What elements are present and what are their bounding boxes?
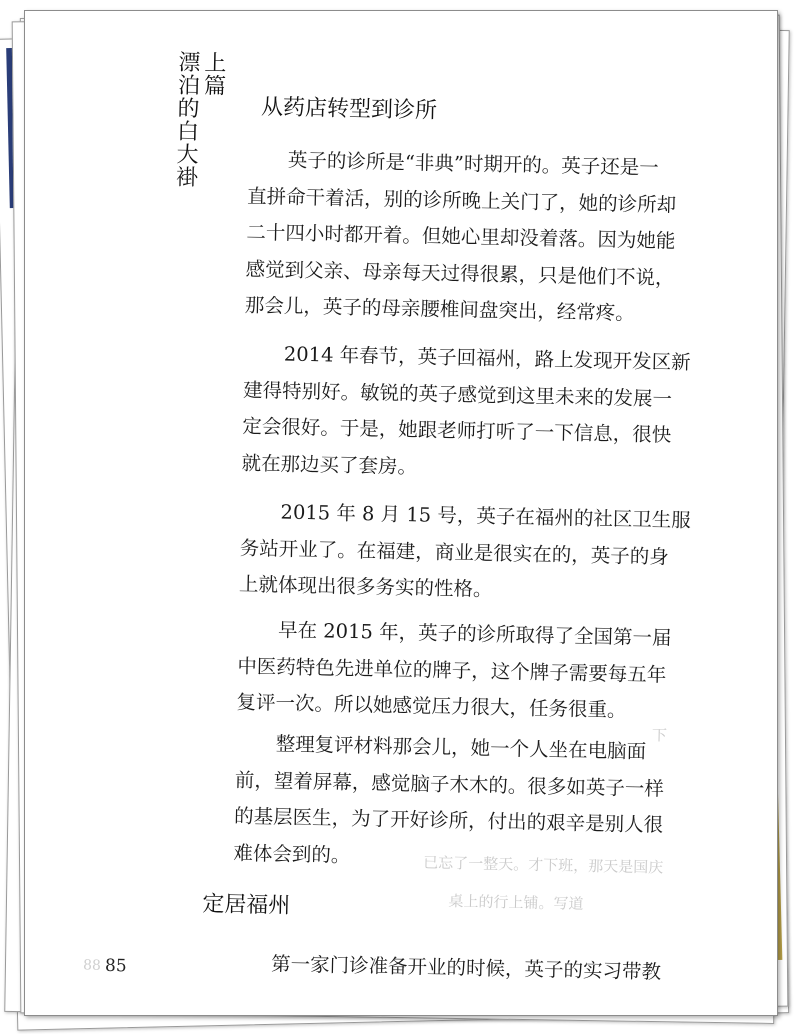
- section-heading: 从药店转型到诊所: [260, 94, 438, 124]
- paragraph-line: 感觉到父亲、母亲每天过得很累，只是他们不说，: [245, 257, 675, 290]
- paragraph-line: 二十四小时都开着。但她心里却没着落。因为她能: [246, 220, 676, 253]
- paragraph-line: 2014 年春节，英子回福州，路上发现开发区新: [283, 342, 691, 375]
- bleed-through-text: 下: [651, 726, 668, 745]
- paragraph-line: 就在那边买了套房。: [241, 451, 418, 478]
- running-head: [171, 50, 226, 189]
- running-head-title: 漂泊的白大褂: [172, 50, 201, 189]
- section-heading: 定居福州: [202, 891, 291, 919]
- page-number-ghost: 88: [82, 957, 102, 974]
- paragraph-line: 复评一次。所以她感觉压力很大，任务很重。: [236, 690, 627, 722]
- paragraph-line: 早在 2015 年，英子的诊所取得了全国第一届: [277, 618, 672, 650]
- paragraph: [231, 946, 672, 992]
- paragraph-line: 那会儿，英子的母亲腰椎间盘突出，经常疼。: [244, 293, 636, 325]
- page-content: [24, 11, 777, 1016]
- paragraph-line: 第一家门诊准备开业的时候，英子的实习带教: [270, 952, 662, 984]
- page-number: 85: [104, 955, 127, 977]
- paragraph-line: 定会很好。于是，她跟老师打听了一下信息，很快: [242, 414, 672, 447]
- paragraph-line: 整理复评材料那会儿，她一个人坐在电脑面: [275, 732, 647, 764]
- paragraph-line: 中医药特色先进单位的牌子，这个牌子需要每五年: [237, 654, 667, 687]
- book-page: [24, 10, 778, 1016]
- paragraph-line: 难体会到的。: [233, 841, 351, 867]
- paragraph: [236, 612, 678, 731]
- paragraph-line: 的基层医生，为了开好诊所，付出的艰辛是别人很: [233, 804, 664, 837]
- paragraph: [241, 336, 691, 491]
- paragraph-line: 建得特别好。敏锐的英子感觉到这里未来的发展一: [242, 378, 673, 411]
- paragraph-line: 上就体现出很多务实的性格。: [238, 572, 493, 601]
- paragraph-line: 务站开业了。在福建，商业是很实在的，英子的身: [239, 536, 669, 569]
- bleed-through-text: 已忘了一整天。才下班，那天是国庆: [423, 853, 664, 877]
- paragraph-line: 英子的诊所是“非典”时期开的。英子还是一: [287, 148, 660, 180]
- bleed-through-text: 桌上的行上铺。写道: [448, 892, 584, 913]
- paragraph-line: 2015 年 8 月 15 号，英子在福州的社区卫生服: [280, 500, 692, 533]
- paragraph: [244, 142, 688, 334]
- paragraph-line: 前，望着屏幕，感觉脑子木木的。很多如英子一样: [234, 768, 665, 801]
- running-head-part: 上篇: [200, 50, 227, 98]
- paragraph: [238, 494, 692, 613]
- paragraph-line: 直拼命干着活，别的诊所晚上关门了，她的诊所却: [246, 184, 677, 217]
